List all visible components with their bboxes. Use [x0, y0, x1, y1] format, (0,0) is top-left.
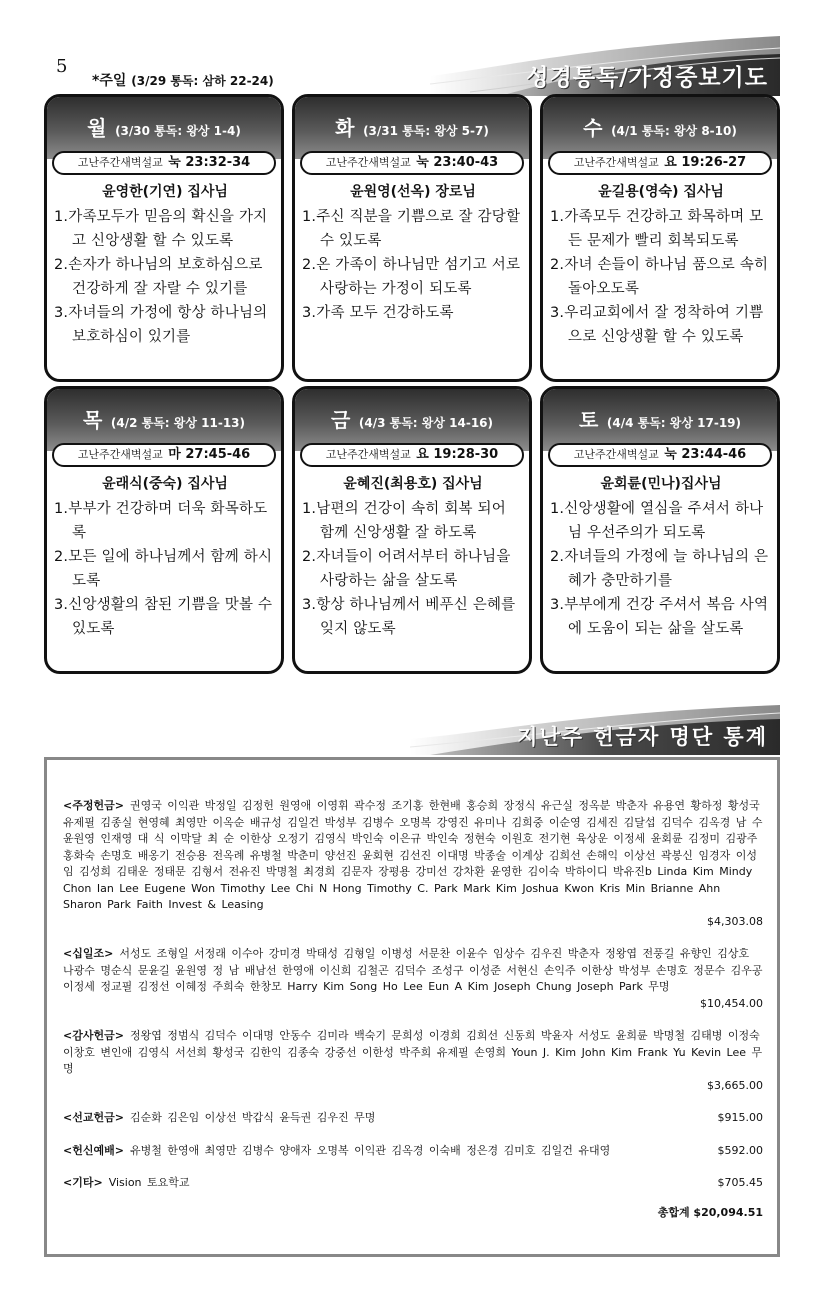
card-day: 화	[335, 116, 355, 140]
prayer-list	[302, 497, 524, 641]
prayer-item: 2.자녀들의 가정에 늘 하나님의 은혜가 충만하기를	[550, 549, 769, 589]
page-number: 5	[56, 56, 68, 77]
prayer-item: 3.가족 모두 건강하도록	[302, 305, 454, 321]
prayer-item: 3.자녀들의 가정에 항상 하나님의 보호하심이 있기를	[54, 305, 268, 345]
prayer-item: 1.가족모두 건강하고 화목하며 모든 문제가 빨리 회복되도록	[550, 209, 764, 249]
prayer-item: 1.부부가 건강하며 더욱 화목하도록	[54, 501, 268, 541]
card-header	[543, 389, 777, 451]
offering-section-tithe	[63, 946, 763, 1012]
offering-section-mission	[63, 1110, 763, 1127]
card-day: 토	[578, 408, 599, 432]
offering-names: 정왕엽 정범식 김덕수 이대명 안동수 김미라 백숙기 문희성 이경희 김희선 신동희 박윤자 서성도 윤희륜 박명철 김태병 이정숙 이창호 변인애 김영식 서선희 황성국 김한익 김종숙 강중선 이한성 박주희 유제필 손영희 Youn J. Kim John Kim Frank Yu Kevin Lee 무명	[63, 1029, 763, 1075]
prayer-item: 3.우리교회에서 잘 정착하여 기쁨으로 신앙생활 할 수 있도록	[550, 305, 764, 345]
offering-label: <주정헌금>	[63, 799, 124, 812]
prayer-list	[550, 497, 772, 641]
offering-amount: $4,303.08	[707, 914, 763, 928]
prayer-item: 1.가족모두가 믿음의 확신을 가지고 신앙생활 할 수 있도록	[54, 209, 268, 249]
prayer-item: 1.주신 직분을 기쁨으로 잘 감당할 수 있도록	[302, 209, 521, 249]
card-body	[295, 451, 529, 647]
prayer-card-sat	[540, 386, 780, 674]
sermon-ref: 눅 23:40-43	[416, 155, 499, 170]
prayer-item: 2.손자가 하나님의 보호하심으로 건강하게 잘 자랄 수 있기를	[54, 257, 263, 297]
sermon-label: 고난주간새벽설교	[325, 156, 411, 169]
prayer-card-tue	[292, 94, 532, 382]
card-reading-range: (4/4 통독: 왕상 17-19)	[606, 416, 742, 430]
offering-label: <감사헌금>	[63, 1029, 124, 1042]
sermon-ref: 눅 23:32-34	[168, 155, 251, 170]
prayer-item: 2.자녀들이 어려서부터 하나님을 사랑하는 삶을 살도록	[302, 549, 511, 589]
offering-amount: $3,665.00	[707, 1078, 763, 1092]
prayer-item: 2.온 가족이 하나님만 섬기고 서로 사랑하는 가정이 되도록	[302, 257, 521, 297]
sermon-verse	[52, 151, 276, 175]
sunday-label: *주일	[92, 73, 127, 89]
offering-label: <십일조>	[63, 947, 114, 960]
offering-section-other	[63, 1175, 763, 1192]
prayer-card-wed	[540, 94, 780, 382]
sermon-verse	[300, 443, 524, 467]
prayer-item: 3.신앙생활의 참된 기쁨을 맛볼 수 있도록	[54, 597, 273, 637]
offering-names: 서성도 조형일 서정래 이수아 강미경 박태성 김형일 이병성 서문찬 이윤수 임상수 김우진 박춘자 정왕엽 전풍길 유향인 김상호 나광수 명순식 문윤길 윤원영 정 남 배남선 한영애 이신희 김철곤 김덕수 조성구 이성준 서현신 손익주 이한상 박성부 손명호 정문수 김우공 이정세 정교필 김정선 이혜정 주희숙 한창모 Harry Kim Song Ho Lee Eun A Kim Joseph Chung Joseph Park 무명	[63, 947, 763, 993]
card-header	[295, 97, 529, 159]
prayer-item: 2.자녀 손들이 하나님 품으로 속히 돌아오도록	[550, 257, 769, 297]
sermon-ref: 눅 23:44-46	[664, 447, 747, 462]
offering-label: <선교헌금>	[63, 1111, 124, 1124]
offering-section-thanks	[63, 1028, 763, 1094]
prayer-person: 윤원영(선옥) 장로님	[350, 184, 476, 200]
card-header	[295, 389, 529, 451]
prayer-item: 1.신앙생활에 열심을 주셔서 하나님 우선주의가 되도록	[550, 501, 764, 541]
prayer-person: 윤래식(중숙) 집사님	[102, 476, 228, 492]
sermon-verse	[52, 443, 276, 467]
card-body	[47, 451, 281, 647]
offering-label: <헌신예배>	[63, 1143, 124, 1157]
prayer-person: 윤회륜(민나)집사님	[600, 476, 722, 492]
card-body	[47, 159, 281, 355]
offering-total: 총합계 $20,094.51	[657, 1205, 763, 1219]
prayer-item: 3.항상 하나님께서 베푸신 은혜를 잊지 않도록	[302, 597, 516, 637]
offering-names: 김순화 김은임 이상선 박갑식 윤득권 김우진 무명	[129, 1111, 376, 1124]
offering-names: 유병철 한영애 최영만 김병수 양애자 오명복 이익관 김옥경 이숙배 정은경 김미호 김일건 유대영	[129, 1143, 611, 1157]
sermon-label: 고난주간새벽설교	[573, 448, 659, 461]
offering-title: 지난주 헌금자 명단 통계	[517, 725, 768, 749]
offering-amount: $915.00	[717, 1111, 763, 1124]
prayer-item: 2.모든 일에 하나님께서 함께 하시도록	[54, 549, 273, 589]
offering-label: <기타>	[63, 1176, 103, 1189]
sermon-label: 고난주간새벽설교	[325, 448, 411, 461]
card-day: 목	[82, 408, 103, 432]
card-header	[47, 97, 281, 159]
prayer-list	[550, 205, 772, 349]
card-reading-range: (4/2 통독: 왕상 11-13)	[110, 416, 246, 430]
sunday-range: (3/29 통독: 삼하 22-24)	[131, 74, 274, 88]
prayer-card-mon	[44, 94, 284, 382]
card-reading-range: (3/30 통독: 왕상 1-4)	[115, 124, 241, 138]
card-reading-range: (3/31 통독: 왕상 5-7)	[363, 124, 489, 138]
offering-list-box	[44, 757, 780, 1257]
card-header	[543, 97, 777, 159]
card-reading-range: (4/3 통독: 왕상 14-16)	[358, 416, 494, 430]
section-banner-bible-reading	[430, 36, 780, 96]
prayer-person: 윤영한(기연) 집사님	[102, 184, 228, 200]
card-day: 수	[583, 116, 603, 140]
sermon-label: 고난주간새벽설교	[573, 156, 659, 169]
offering-names: 권영국 이익관 박정일 김정헌 원영애 이영휘 곽수정 조기홍 한현배 홍승희 장정식 유근실 정옥분 박춘자 유용연 황하정 황성국 유제필 김종실 현영혜 최영만 이옥순 배규성 김일건 박성부 김병수 오명복 강영진 유미나 김희중 이순영 김세진 김달섭 김덕수 김옥경 남 수 윤원영 인재영 대 식 이막달 최 순 이한상 오정기 김영식 박인숙 이은규 박인숙 정현숙 이원호 전기현 육상운 이정세 윤회륜 김정미 김광주 홍화숙 손명호 배옹기 전승용 전옥례 유병철 박춘미 양선진 윤회현 김선진 이대명 박종술 이계상 김희선 손해익 이상선 곽봉신 임경자 이성임 김성희 김태운 정태문 김형서 전유진 박명철 최경희 김문자 장평용 강미선 강차환 윤영한 김이숙 박하이디 박유진b Linda Kim Mindy Chon Ian Lee Eugene Won Timothy Lee Chi N Hong Timothy C. Park Mark Kim Joshua Kwon Kris Min Brianne Ahn Sharon Park Faith Invest & Leasing	[63, 799, 763, 911]
sermon-ref: 마 27:45-46	[168, 447, 251, 462]
sermon-verse	[548, 151, 772, 175]
prayer-item: 1.남편의 건강이 속히 회복 되어 함께 신앙생활 잘 하도록	[302, 501, 506, 541]
prayer-card-fri	[292, 386, 532, 674]
prayer-card-thu	[44, 386, 284, 674]
card-day: 월	[87, 116, 107, 140]
sermon-label: 고난주간새벽설교	[77, 156, 163, 169]
offering-section-weekly	[63, 798, 763, 930]
card-body	[295, 159, 529, 331]
prayer-list	[54, 205, 276, 349]
prayer-person: 윤길용(영숙) 집사님	[598, 184, 724, 200]
card-day: 금	[330, 408, 351, 432]
offering-list	[63, 798, 763, 1220]
prayer-list	[302, 205, 524, 325]
sermon-ref: 요 19:26-27	[664, 155, 747, 170]
card-reading-range: (4/1 통독: 왕상 8-10)	[611, 124, 737, 138]
sermon-verse	[300, 151, 524, 175]
sunday-reading	[92, 70, 274, 90]
sermon-verse	[548, 443, 772, 467]
card-header	[47, 389, 281, 451]
bible-reading-title: 성경통독/가정중보기도	[526, 65, 768, 91]
offering-amount: $10,454.00	[700, 996, 763, 1010]
offering-names: Vision 토요학교	[108, 1176, 190, 1189]
section-banner-offering	[410, 705, 780, 755]
prayer-item: 3.부부에게 건강 주셔서 복음 사역에 도움이 되는 삶을 살도록	[550, 597, 769, 637]
prayer-person: 윤혜진(최용호) 집사님	[343, 476, 483, 492]
card-body	[543, 451, 777, 647]
offering-section-dedication	[63, 1143, 763, 1160]
offering-amount: $592.00	[717, 1143, 763, 1157]
sermon-label: 고난주간새벽설교	[77, 448, 163, 461]
offering-amount: $705.45	[717, 1176, 763, 1189]
sermon-ref: 요 19:28-30	[416, 447, 499, 462]
prayer-list	[54, 497, 276, 641]
card-body	[543, 159, 777, 355]
